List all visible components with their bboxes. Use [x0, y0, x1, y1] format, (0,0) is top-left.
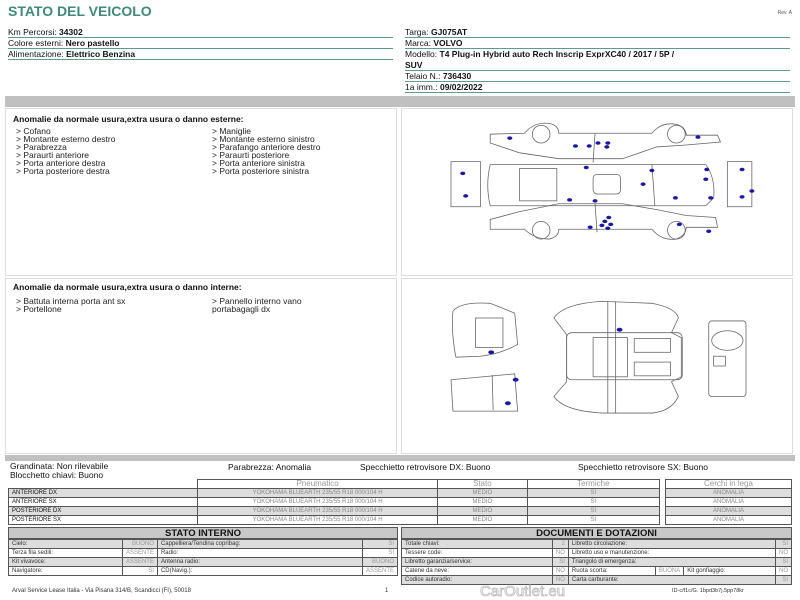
- damage-item: portabagagli dx: [212, 304, 271, 314]
- damage-item: > Porta anteriore destra: [16, 158, 106, 168]
- tyre-stato: MEDIO: [438, 489, 528, 498]
- info-targa: [405, 27, 790, 38]
- internal-list-2: [212, 297, 302, 313]
- damage-dot: [708, 196, 713, 200]
- damage-dot: [703, 178, 708, 182]
- documenti-dotazioni: [401, 527, 792, 585]
- kv-value: ASSENTE: [362, 567, 397, 576]
- damage-item: > Cofano: [16, 126, 51, 136]
- damage-dot: [587, 144, 592, 148]
- damage-item: > Battuta interna porta ant sx: [16, 296, 126, 306]
- damage-dot: [740, 195, 745, 199]
- kv-value: NO: [776, 549, 792, 558]
- kv-label: Libretto uso e manutenzione:: [568, 549, 775, 558]
- kv-value: SI: [776, 540, 792, 549]
- damage-dot: [602, 220, 607, 224]
- kv-value: NO: [552, 576, 568, 585]
- kv-value: SI: [776, 576, 792, 585]
- damage-dot: [605, 227, 610, 231]
- damage-item: > Paraurti posteriore: [212, 150, 290, 160]
- cerchi-row: [666, 498, 792, 507]
- kv-value: SI: [362, 549, 397, 558]
- footer-address: Arval Service Lease Italia - Via Pisana 314/B, Scandicci (FI), 50018: [12, 588, 191, 594]
- damage-item: > Porta anteriore sinistra: [212, 158, 305, 168]
- cerchi-row: [666, 507, 792, 516]
- damage-dot: [604, 145, 609, 149]
- value: Nero pastello: [65, 38, 120, 48]
- cerchi-row: [666, 516, 792, 525]
- kv-label: Triangolo di emergenza:: [568, 558, 775, 567]
- cerchi-value: ANOMALIA: [666, 489, 792, 498]
- damage-dot: [649, 169, 654, 173]
- value-cont: SUV: [405, 60, 423, 70]
- damage-dot: [641, 182, 646, 186]
- tyre-tyre: YOKOHAMA BLUEARTH 235/55 R18 000/104 H: [198, 498, 438, 507]
- specchietto-sx-status: Specchietto retrovisore SX: Buono: [578, 462, 708, 472]
- kv-label: Totale chiavi:: [402, 540, 553, 549]
- damage-dot: [507, 136, 512, 140]
- header-pos: [9, 480, 198, 489]
- kv-label: Radio:: [157, 549, 362, 558]
- damage-item: > Pannello interno vano: [212, 296, 302, 306]
- kv-value: BUONA: [655, 567, 683, 576]
- kv-row: [402, 576, 792, 585]
- kv-value: SI: [552, 558, 568, 567]
- tyres-table: [8, 479, 660, 525]
- cerchi-table: [665, 479, 792, 525]
- documenti-title: DOCUMENTI E DOTAZIONI: [401, 527, 792, 539]
- value: T4 Plug-in Hybrid auto Rech Inscrip ExprXC40 / 2017 / 5P /: [439, 49, 675, 59]
- label: Marca:: [405, 38, 431, 48]
- header-stato: Stato: [438, 480, 528, 489]
- kv-label: Antenna radio:: [157, 558, 362, 567]
- kv-row: [402, 567, 792, 576]
- kv-label: Kit vivavoce:: [9, 558, 123, 567]
- blocchetto-status: Blocchetto chiavi: Buono: [10, 469, 104, 480]
- tyre-position: POSTERIORE SX: [9, 516, 198, 525]
- tyre-stato: MEDIO: [438, 516, 528, 525]
- kv-row: [9, 558, 398, 567]
- damage-dot: [573, 144, 578, 148]
- damage-dot: [608, 223, 613, 227]
- tyre-position: ANTERIORE DX: [9, 489, 198, 498]
- tyre-stato: MEDIO: [438, 498, 528, 507]
- tyre-position: ANTERIORE SX: [9, 498, 198, 507]
- value: GJ075AT: [431, 27, 468, 37]
- parabrezza-status: Parabrezza: Anomalia: [228, 462, 312, 472]
- tyre-row: [9, 507, 660, 516]
- kv-value: ASSENTE: [122, 549, 157, 558]
- internal-damage-title: Anomalie da normale usura,extra usura o danno interne:: [13, 282, 242, 292]
- internal-list-1: [16, 297, 212, 313]
- tyre-term: SI: [527, 507, 659, 516]
- damage-dot: [677, 223, 682, 227]
- kv-label: Catene da neve:: [402, 567, 553, 576]
- damage-item: > Parabrezza: [16, 142, 67, 152]
- header-cerchi: Cerchi in lega: [666, 480, 792, 489]
- value: 736430: [442, 71, 472, 81]
- damage-dot: [599, 224, 604, 228]
- specchietto-dx-status: Specchietto retrovisore DX: Buono: [360, 462, 491, 472]
- tyre-term: SI: [527, 489, 659, 498]
- damage-dot: [588, 226, 593, 230]
- damage-dot: [593, 199, 598, 203]
- info-colore: [8, 38, 393, 49]
- label: Km Percorsi:: [8, 27, 57, 37]
- damage-dot: [704, 168, 709, 172]
- document-id: ID-c/f1c/G. 1bpd3b7j.5pp78kr: [672, 588, 744, 594]
- kv-row: [402, 540, 792, 549]
- tyre-term: SI: [527, 516, 659, 525]
- info-telaio: [405, 71, 790, 82]
- kv-label: Ruota scorta:: [568, 567, 655, 576]
- header-termiche: Termiche: [527, 480, 659, 489]
- car-interior-diagram: [402, 279, 794, 455]
- tyre-tyre: YOKOHAMA BLUEARTH 235/55 R18 000/104 H: [198, 489, 438, 498]
- external-damage-title: Anomalie da normale usura,extra usura o danno esterne:: [13, 114, 244, 124]
- kv-value: SI: [122, 567, 157, 576]
- car-exterior-diagram: [402, 109, 794, 277]
- kv-label: Tessere code:: [402, 549, 553, 558]
- tyre-row: [9, 489, 660, 498]
- internal-diagram: [401, 278, 793, 454]
- kv-value: NO: [552, 549, 568, 558]
- damage-item: > Portellone: [16, 304, 62, 314]
- damage-dot: [606, 216, 611, 220]
- damage-dot: [673, 196, 678, 200]
- value: VOLVO: [433, 38, 463, 48]
- kv-value: NO: [776, 567, 792, 576]
- revision: Rev. A: [777, 10, 792, 16]
- external-damage-box: [5, 108, 397, 276]
- tyre-row: [9, 516, 660, 525]
- label: Targa:: [405, 27, 429, 37]
- info-left: [8, 27, 393, 60]
- damage-item: > Porta posteriore sinistra: [212, 166, 310, 176]
- info-marca: [405, 38, 790, 49]
- damage-dot: [460, 172, 465, 176]
- info-km: [8, 27, 393, 38]
- info-right: [405, 27, 790, 93]
- kv-label: Libretto garanzia/service:: [402, 558, 553, 567]
- damage-dot: [695, 135, 700, 139]
- external-list-1: [16, 127, 212, 175]
- watermark-logo: CarOutlet.eu: [480, 583, 566, 600]
- kv-label: Terza fila sedili:: [9, 549, 123, 558]
- damage-dot: [740, 168, 745, 172]
- damage-dot: [595, 141, 600, 145]
- kv-label: Kit gonfiaggio:: [684, 567, 776, 576]
- tyre-stato: MEDIO: [438, 507, 528, 516]
- damage-item: > Paraurti anteriore: [16, 150, 89, 160]
- damage-dot: [567, 198, 572, 202]
- cerchi-value: ANOMALIA: [666, 498, 792, 507]
- kv-row: [9, 540, 398, 549]
- damage-item: > Montante esterno destro: [16, 134, 116, 144]
- kv-value: 2: [552, 540, 568, 549]
- damage-dot: [749, 189, 754, 193]
- tyre-row: [9, 498, 660, 507]
- kv-label: Cielo:: [9, 540, 123, 549]
- page-title: STATO DEL VEICOLO: [8, 3, 152, 19]
- kv-value: SI: [776, 558, 792, 567]
- divider: [5, 455, 795, 461]
- info-imm: [405, 82, 790, 93]
- kv-value: BUONO: [362, 558, 397, 567]
- damage-item: > Montante esterno sinistro: [212, 134, 315, 144]
- cerchi-value: ANOMALIA: [666, 516, 792, 525]
- value: 09/02/2022: [439, 82, 483, 92]
- kv-row: [402, 549, 792, 558]
- damage-item: > Porta posteriore destra: [16, 166, 110, 176]
- label: Alimentazione:: [8, 49, 64, 59]
- external-diagram: [401, 108, 793, 276]
- kv-label: CD(Navig.):: [157, 567, 362, 576]
- kv-value: ASSENTE: [122, 558, 157, 567]
- label: Telaio N.:: [405, 71, 441, 81]
- damage-item: > Maniglie: [212, 126, 251, 136]
- label: Colore esterni:: [8, 38, 64, 48]
- kv-label: Cappelliera/Tendina copribag:: [157, 540, 362, 549]
- kv-value: SI: [362, 540, 397, 549]
- grandinata-status: Grandinata: Non rilevabile: [10, 461, 109, 471]
- kv-label: Navigatore:: [9, 567, 123, 576]
- info-alimentazione: [8, 49, 393, 60]
- tyre-tyre: YOKOHAMA BLUEARTH 235/55 R18 000/104 H: [198, 516, 438, 525]
- tyre-position: POSTERIORE DX: [9, 507, 198, 516]
- label: 1a imm.:: [405, 82, 438, 92]
- status-left: [10, 462, 108, 479]
- kv-row: [402, 558, 792, 567]
- label: Modello:: [405, 49, 438, 59]
- internal-damage-box: [5, 278, 397, 454]
- damage-dot: [463, 194, 468, 198]
- tyre-tyre: YOKOHAMA BLUEARTH 235/55 R18 000/104 H: [198, 507, 438, 516]
- damage-item: > Parafango anteriore destro: [212, 142, 321, 152]
- kv-value: NO: [552, 567, 568, 576]
- kv-value: BUONO: [122, 540, 157, 549]
- damage-dot: [706, 229, 711, 233]
- cerchi-value: ANOMALIA: [666, 507, 792, 516]
- page-number: 1: [385, 588, 389, 594]
- value: 34302: [59, 27, 83, 37]
- header-pneumatico: Pneumatico: [198, 480, 438, 489]
- stato-interno: [8, 527, 398, 576]
- damage-dot: [584, 166, 589, 170]
- damage-dot: [605, 141, 610, 145]
- external-list-2: [212, 127, 320, 175]
- kv-row: [9, 567, 398, 576]
- kv-label: Carta carburante:: [568, 576, 775, 585]
- kv-label: Libretto circolazione:: [568, 540, 775, 549]
- kv-row: [9, 549, 398, 558]
- cerchi-row: [666, 489, 792, 498]
- kv-label: Codice autoradio:: [402, 576, 553, 585]
- info-modello: [405, 49, 790, 71]
- tyre-term: SI: [527, 498, 659, 507]
- value: Elettrico Benzina: [66, 49, 136, 59]
- stato-interno-title: STATO INTERNO: [8, 527, 398, 539]
- divider: [5, 96, 795, 107]
